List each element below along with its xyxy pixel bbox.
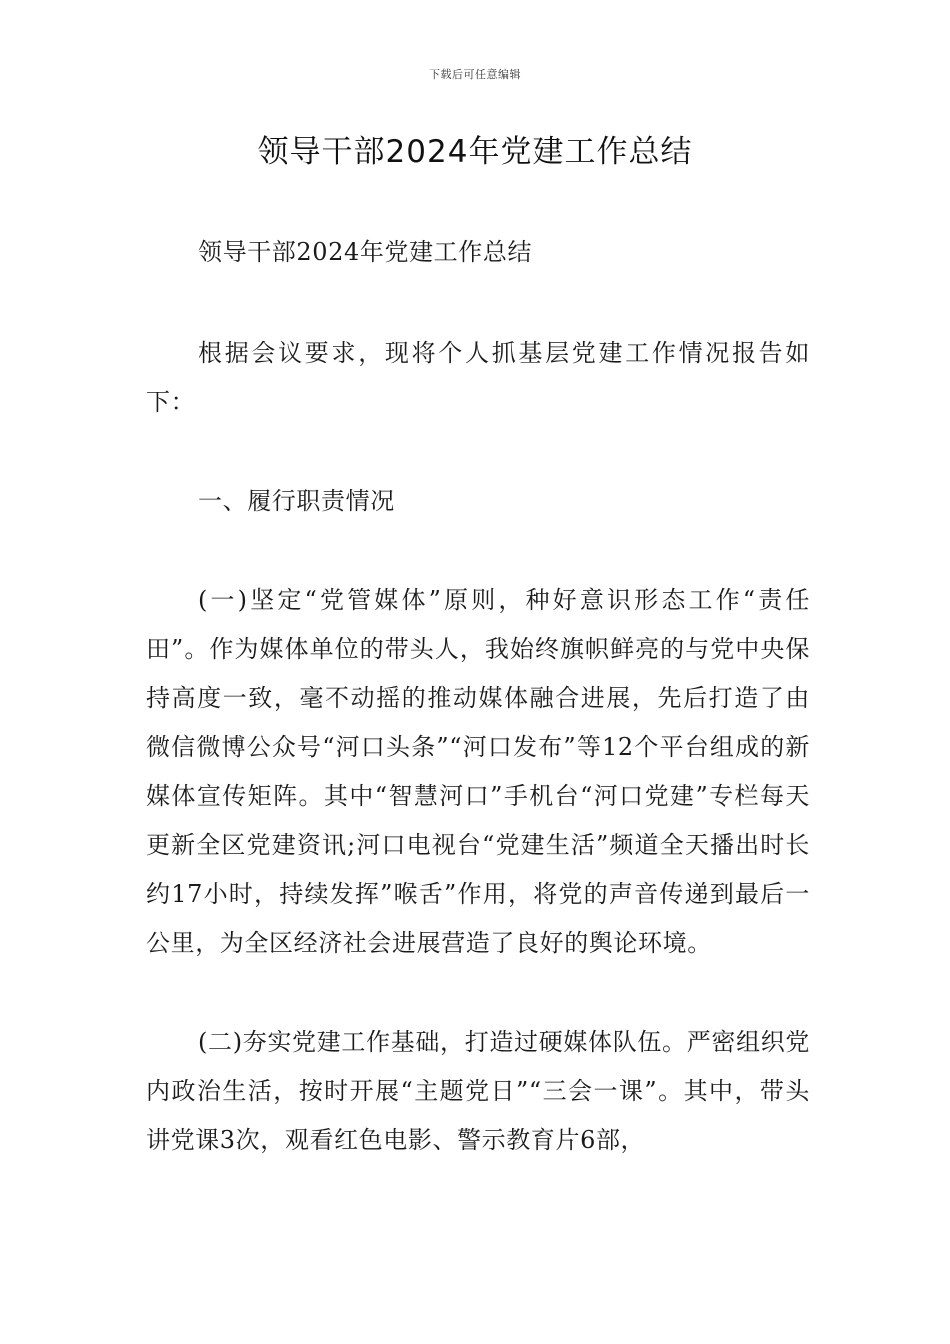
paragraph-gap — [146, 277, 810, 329]
section-heading: 一、履行职责情况 — [198, 487, 395, 515]
paragraph-section-1: (一)坚定“党管媒体”原则，种好意识形态工作“责任田”。作为媒体单位的带头人，我始终旗帜鲜亮的与党中央保持高度一致，毫不动摇的推动媒体融合进展，先后打造了由微信微博公众号“河口头条”“河口发布”等12个平台组成的新媒体宣传矩阵。其中“智慧河口”手机台“河口党建”专栏每天更新全区党建资讯;河口电视台“党建生活”频道全天播出时长约17小时，持续发挥”喉舌”作用，将党的声音传递到最后一公里，为全区经济社会进展营造了良好的舆论环境。 — [146, 586, 810, 957]
paragraph-gap — [146, 526, 810, 576]
paragraph-gap — [146, 968, 810, 1018]
document-title: 领导干部2024年党建工作总结 — [257, 134, 693, 170]
paragraph-subtitle: 领导干部2024年党建工作总结 — [198, 238, 533, 266]
paragraph-section-2: (二)夯实党建工作基础，打造过硬媒体队伍。严密组织党内政治生活，按时开展“主题党日”“三会一课”。其中，带头讲党课3次，观看红色电影、警示教育片6部， — [146, 1028, 810, 1154]
document-body — [146, 228, 810, 1165]
paragraph-gap — [146, 427, 810, 477]
header-note: 下载后可任意编辑 — [429, 68, 521, 81]
paragraph-intro: 根据会议要求，现将个人抓基层党建工作情况报告如下： — [146, 339, 810, 416]
